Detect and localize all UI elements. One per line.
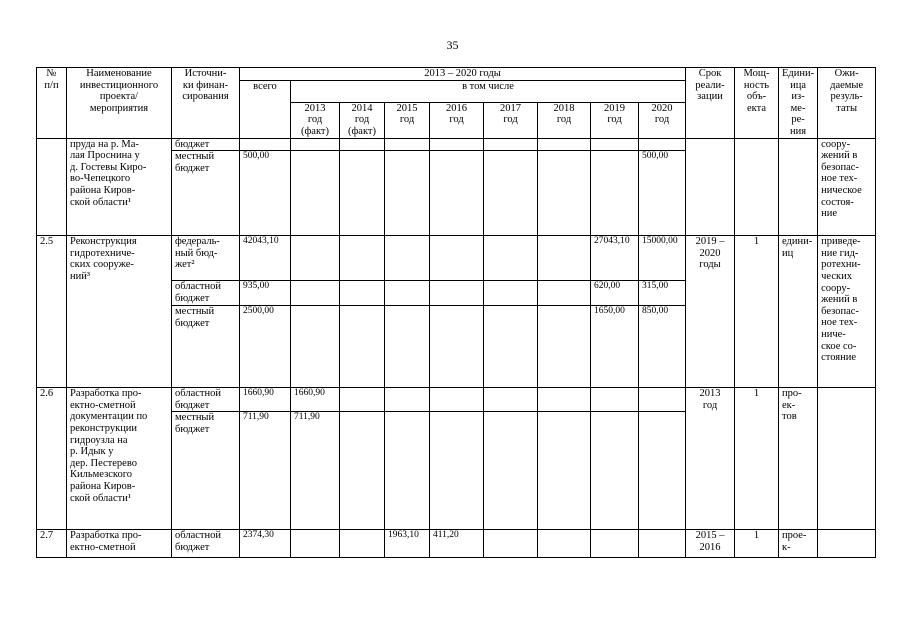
year-value — [430, 151, 484, 236]
funding-source: федераль- ный бюд- жет² — [172, 236, 240, 281]
project-result: приведе- ние гид- ротехни- ческих соору- жений в безопас- ное тех- ниче- ское со- стояние — [818, 236, 876, 388]
year-value — [385, 412, 430, 530]
year-value — [538, 151, 591, 236]
year-value — [430, 281, 484, 306]
investment-table — [36, 67, 876, 558]
project-unit: про- ек- тов — [779, 388, 818, 530]
project-name: пруда на р. Ма- лая Проснина у д. Гостевы Киро- во-Чепецкого района Киров- ской области¹ — [67, 138, 172, 236]
total-value: 42043,10 — [240, 236, 291, 281]
year-value — [340, 138, 385, 151]
total-value: 2374,30 — [240, 530, 291, 558]
project-term: 2013 год — [686, 388, 735, 530]
year-value — [340, 306, 385, 388]
year-value: 411,20 — [430, 530, 484, 558]
funding-source: местный бюджет — [172, 151, 240, 236]
year-value — [385, 281, 430, 306]
year-value — [591, 138, 639, 151]
year-value — [484, 138, 538, 151]
total-value: 2500,00 — [240, 306, 291, 388]
header-incl: в том числе — [291, 80, 686, 102]
total-value: 935,00 — [240, 281, 291, 306]
page-number: 35 — [446, 38, 459, 52]
year-value — [340, 412, 385, 530]
total-value: 500,00 — [240, 151, 291, 236]
year-value — [591, 412, 639, 530]
year-value — [340, 388, 385, 412]
project-term: 2015 – 2016 — [686, 530, 735, 558]
year-value — [430, 388, 484, 412]
project-num: 2.6 — [37, 388, 67, 530]
funding-source: областной бюджет — [172, 388, 240, 412]
header-year: 2015 год — [385, 102, 430, 138]
header-period: 2013 – 2020 годы — [240, 68, 686, 81]
year-value — [538, 138, 591, 151]
year-value: 500,00 — [639, 151, 686, 236]
year-value — [291, 138, 340, 151]
year-value: 315,00 — [639, 281, 686, 306]
header-num: № п/п — [37, 68, 67, 139]
total-value — [240, 138, 291, 151]
year-value — [591, 388, 639, 412]
year-value — [484, 530, 538, 558]
project-result: соору- жений в безопас- ное тех- ническое состоя- ние — [818, 138, 876, 236]
year-value — [385, 138, 430, 151]
year-value — [538, 281, 591, 306]
project-power: 1 — [735, 388, 779, 530]
year-value — [430, 236, 484, 281]
table-row — [37, 236, 876, 281]
year-value — [385, 151, 430, 236]
funding-source: местный бюджет — [172, 412, 240, 530]
header-year: 2017 год — [484, 102, 538, 138]
project-result — [818, 388, 876, 530]
header-name: Наименование инвестиционного проекта/ мероприятия — [67, 68, 172, 139]
year-value — [639, 412, 686, 530]
year-value — [430, 306, 484, 388]
year-value — [340, 281, 385, 306]
header-year: 2020 год — [639, 102, 686, 138]
year-value — [291, 151, 340, 236]
year-value: 1650,00 — [591, 306, 639, 388]
project-power: 1 — [735, 236, 779, 388]
header-year: 2013 год (факт) — [291, 102, 340, 138]
project-unit: едини- иц — [779, 236, 818, 388]
year-value — [484, 306, 538, 388]
year-value — [484, 151, 538, 236]
project-unit: прое- к- — [779, 530, 818, 558]
year-value: 1963,10 — [385, 530, 430, 558]
year-value — [291, 236, 340, 281]
total-value: 1660,90 — [240, 388, 291, 412]
header-unit: Едини- ица из- ме- ре- ния — [779, 68, 818, 139]
year-value — [591, 151, 639, 236]
year-value — [340, 236, 385, 281]
year-value — [340, 530, 385, 558]
header-term: Срок реали- зации — [686, 68, 735, 139]
year-value: 27043,10 — [591, 236, 639, 281]
year-value: 1660,90 — [291, 388, 340, 412]
project-term: 2019 – 2020 годы — [686, 236, 735, 388]
total-value: 711,90 — [240, 412, 291, 530]
year-value — [385, 236, 430, 281]
project-num: 2.7 — [37, 530, 67, 558]
project-term — [686, 138, 735, 236]
year-value — [484, 236, 538, 281]
year-value — [291, 281, 340, 306]
year-value — [430, 138, 484, 151]
year-value — [385, 388, 430, 412]
year-value: 620,00 — [591, 281, 639, 306]
header-year: 2018 год — [538, 102, 591, 138]
funding-source: областной бюджет — [172, 530, 240, 558]
year-value — [639, 530, 686, 558]
project-num — [37, 138, 67, 236]
header-year: 2019 год — [591, 102, 639, 138]
year-value — [291, 530, 340, 558]
year-value — [538, 306, 591, 388]
funding-source: областной бюджет — [172, 281, 240, 306]
header-total: всего — [240, 80, 291, 138]
year-value — [538, 388, 591, 412]
year-value: 850,00 — [639, 306, 686, 388]
project-name: Разработка про- ектно-сметной документации по реконструкции гидроузла на р. Идык у дер. Пестерево Кильмезского района Киров- ской области¹ — [67, 388, 172, 530]
project-unit — [779, 138, 818, 236]
header-result: Ожи- даемые резуль- таты — [818, 68, 876, 139]
project-power — [735, 138, 779, 236]
year-value — [538, 236, 591, 281]
project-result — [818, 530, 876, 558]
table-row — [37, 388, 876, 412]
funding-source: местный бюджет — [172, 306, 240, 388]
header-row — [37, 68, 876, 81]
project-power: 1 — [735, 530, 779, 558]
year-value — [591, 530, 639, 558]
funding-source: бюджет — [172, 138, 240, 151]
year-value — [639, 138, 686, 151]
year-value — [484, 388, 538, 412]
project-num: 2.5 — [37, 236, 67, 388]
year-value — [484, 412, 538, 530]
header-year: 2016 год — [430, 102, 484, 138]
year-value: 711,90 — [291, 412, 340, 530]
header-power: Мощ- ность объ- екта — [735, 68, 779, 139]
project-name: Реконструкция гидротехниче- ских сооруже- ний³ — [67, 236, 172, 388]
year-value — [340, 151, 385, 236]
year-value — [538, 530, 591, 558]
header-year: 2014 год (факт) — [340, 102, 385, 138]
year-value — [484, 281, 538, 306]
year-value — [291, 306, 340, 388]
year-value: 15000,00 — [639, 236, 686, 281]
project-name: Разработка про- ектно-сметной — [67, 530, 172, 558]
table-row — [37, 530, 876, 558]
year-value — [538, 412, 591, 530]
year-value — [639, 388, 686, 412]
header-source: Источни- ки финан- сирования — [172, 68, 240, 139]
table-row — [37, 138, 876, 151]
year-value — [385, 306, 430, 388]
year-value — [430, 412, 484, 530]
